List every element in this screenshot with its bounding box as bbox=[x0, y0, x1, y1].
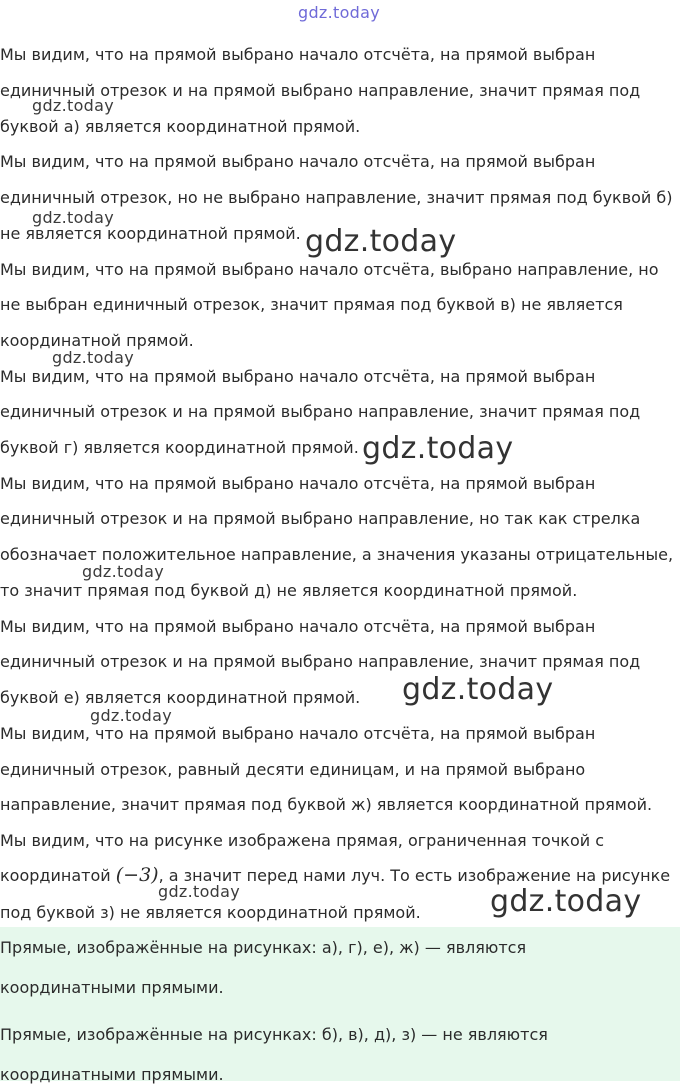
paragraph-5-line-4: то значит прямая под буквой д) не является координатной прямой. bbox=[0, 581, 578, 600]
answer-line-3: Прямые, изображённые на рисунках: б), в), д), з) — не являются bbox=[0, 1025, 548, 1044]
paragraph-8-line-1: Мы видим, что на рисунке изображена прямая, ограниченная точкой с bbox=[0, 831, 605, 850]
watermark-top: gdz.today bbox=[298, 3, 380, 22]
paragraph-1-line-1: Мы видим, что на прямой выбрано начало отсчёта, на прямой выбран bbox=[0, 45, 596, 64]
paragraph-4-line-2: единичный отрезок и на прямой выбрано направление, значит прямая под bbox=[0, 402, 641, 421]
paragraph-5-line-3: обозначает положительное направление, а значения указаны отрицательные, bbox=[0, 545, 674, 564]
paragraph-8-line-2 bbox=[0, 865, 670, 886]
paragraph-6-line-1: Мы видим, что на прямой выбрано начало отсчёта, на прямой выбран bbox=[0, 617, 596, 636]
watermark-small: gdz.today bbox=[32, 208, 114, 227]
paragraph-1-line-3: буквой а) является координатной прямой. bbox=[0, 117, 361, 136]
paragraph-4-line-1: Мы видим, что на прямой выбрано начало отсчёта, на прямой выбран bbox=[0, 367, 596, 386]
paragraph-5-line-2: единичный отрезок и на прямой выбрано направление, но так как стрелка bbox=[0, 509, 641, 528]
answer-line-4: координатными прямыми. bbox=[0, 1065, 224, 1084]
paragraph-7-line-1: Мы видим, что на прямой выбрано начало отсчёта, на прямой выбран bbox=[0, 724, 596, 743]
watermark-large: gdz.today bbox=[362, 431, 514, 466]
answer-line-1: Прямые, изображённые на рисунках: а), г), е), ж) — являются bbox=[0, 938, 527, 957]
watermark-large: gdz.today bbox=[490, 884, 642, 919]
paragraph-7-line-3: направление, значит прямая под буквой ж) является координатной прямой. bbox=[0, 795, 653, 814]
paragraph-2-line-3: не является координатной прямой. bbox=[0, 224, 301, 243]
watermark-small: gdz.today bbox=[158, 882, 240, 901]
paragraph-8-text-after: , а значит перед нами луч. То есть изображение на рисунке bbox=[158, 866, 671, 885]
watermark-large: gdz.today bbox=[402, 672, 554, 707]
paragraph-4-line-3: буквой г) является координатной прямой. bbox=[0, 438, 359, 457]
watermark-small: gdz.today bbox=[90, 706, 172, 725]
paragraph-3-line-2: не выбран единичный отрезок, значит прямая под буквой в) не является bbox=[0, 295, 623, 314]
paragraph-2-line-2: единичный отрезок, но не выбрано направление, значит прямая под буквой б) bbox=[0, 188, 673, 207]
paragraph-7-line-2: единичный отрезок, равный десяти единицам, и на прямой выбрано bbox=[0, 760, 586, 779]
paragraph-3-line-3: координатной прямой. bbox=[0, 331, 194, 350]
watermark-small: gdz.today bbox=[32, 96, 114, 115]
math-coordinate: (−3) bbox=[115, 864, 159, 886]
paragraph-1-line-2: единичный отрезок и на прямой выбрано направление, значит прямая под bbox=[0, 81, 641, 100]
paragraph-8-text-before: координатой bbox=[0, 866, 111, 885]
answer-box bbox=[0, 927, 680, 1084]
paragraph-2-line-1: Мы видим, что на прямой выбрано начало отсчёта, на прямой выбран bbox=[0, 152, 596, 171]
answer-line-2: координатными прямыми. bbox=[0, 978, 224, 997]
paragraph-3-line-1: Мы видим, что на прямой выбрано начало отсчёта, выбрано направление, но bbox=[0, 260, 659, 279]
watermark-small: gdz.today bbox=[52, 348, 134, 367]
paragraph-6-line-3: буквой е) является координатной прямой. bbox=[0, 688, 361, 707]
paragraph-8-line-3: под буквой з) не является координатной прямой. bbox=[0, 903, 421, 922]
paragraph-5-line-1: Мы видим, что на прямой выбрано начало отсчёта, на прямой выбран bbox=[0, 474, 596, 493]
watermark-large: gdz.today bbox=[305, 224, 457, 259]
watermark-small: gdz.today bbox=[82, 562, 164, 581]
paragraph-6-line-2: единичный отрезок и на прямой выбрано направление, значит прямая под bbox=[0, 652, 641, 671]
